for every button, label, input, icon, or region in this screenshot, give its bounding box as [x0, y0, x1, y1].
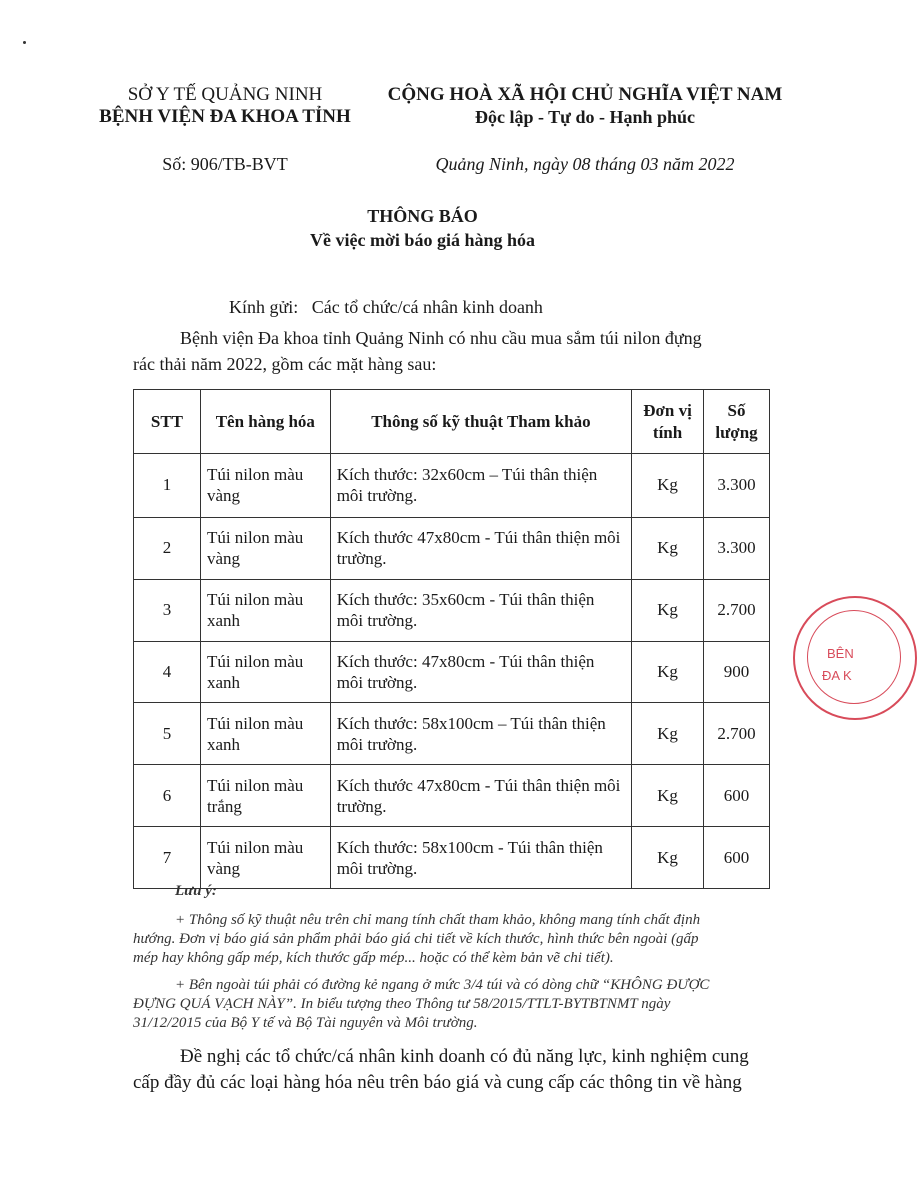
nation-line-2: Độc lập - Tự do - Hạnh phúc — [474, 107, 696, 127]
table-row — [134, 703, 770, 765]
cell-name: Túi nilon màu trắng — [200, 765, 330, 827]
scan-speck — [23, 41, 26, 44]
cell-spec: Kích thước: 47x80cm - Túi thân thiện môi trường. — [330, 641, 631, 703]
note-1-line-1: + Thông số kỹ thuật nêu trên chỉ mang tính chất tham khảo, không mang tính chất định — [175, 912, 701, 928]
cell-spec: Kích thước: 58x100cm - Túi thân thiện môi trường. — [330, 827, 631, 889]
title-main: THÔNG BÁO — [367, 206, 478, 226]
seal-text-2: ĐA K — [822, 668, 852, 683]
note-2-line-3: 31/12/2015 của Bộ Y tế và Bộ Tài nguyên và Môi trường. — [133, 1015, 478, 1031]
national-motto — [365, 84, 805, 128]
note-2-line-2: ĐỰNG QUÁ VẠCH NÀY”. In biểu tượng theo Thông tư 58/2015/TTLT-BYTBTNMT ngày — [133, 996, 671, 1012]
intro-line-1: Bệnh viện Đa khoa tỉnh Quảng Ninh có nhu cầu mua sắm túi nilon đựng — [180, 328, 702, 348]
cell-stt: 5 — [134, 703, 201, 765]
cell-stt: 1 — [134, 454, 201, 518]
nation-line-1: CỘNG HOÀ XÃ HỘI CHỦ NGHĨA VIỆT NAM — [387, 84, 783, 105]
col-header-spec: Thông số kỹ thuật Tham khảo — [330, 390, 631, 454]
goods-table — [133, 389, 770, 889]
intro-line-2: rác thải năm 2022, gồm các mặt hàng sau: — [133, 354, 437, 374]
table-row — [134, 641, 770, 703]
cell-stt: 7 — [134, 827, 201, 889]
cell-stt: 3 — [134, 579, 201, 641]
title-sub: Về việc mời báo giá hàng hóa — [310, 230, 535, 250]
cell-name: Túi nilon màu vàng — [200, 517, 330, 579]
cell-spec: Kích thước: 35x60cm - Túi thân thiện môi trường. — [330, 579, 631, 641]
cell-name: Túi nilon màu xanh — [200, 641, 330, 703]
cell-qty: 600 — [704, 765, 770, 827]
table-row — [134, 517, 770, 579]
cell-unit: Kg — [632, 827, 704, 889]
cell-qty: 600 — [704, 827, 770, 889]
cell-spec: Kích thước: 58x100cm – Túi thân thiện môi trường. — [330, 703, 631, 765]
note-2-line-1: + Bên ngoài túi phải có đường kẻ ngang ở mức 3/4 túi và có dòng chữ “KHÔNG ĐƯỢC — [175, 977, 710, 993]
seal-text-1: BÊN — [827, 646, 854, 661]
seal-inner-ring — [807, 610, 901, 704]
table-row — [134, 579, 770, 641]
org-line-1: SỞ Y TẾ QUẢNG NINH — [127, 84, 323, 105]
document-number: Số: 906/TB-BVT — [162, 154, 288, 174]
cell-unit: Kg — [632, 579, 704, 641]
col-header-qty: Số lượng — [704, 390, 770, 454]
table-row — [134, 765, 770, 827]
cell-qty: 3.300 — [704, 517, 770, 579]
document-title — [0, 204, 845, 252]
col-header-stt: STT — [134, 390, 201, 454]
cell-unit: Kg — [632, 517, 704, 579]
cell-stt: 2 — [134, 517, 201, 579]
col-header-unit: Đơn vị tính — [632, 390, 704, 454]
cell-unit: Kg — [632, 703, 704, 765]
place-date: Quảng Ninh, ngày 08 tháng 03 năm 2022 — [435, 154, 735, 174]
cell-stt: 6 — [134, 765, 201, 827]
cell-stt: 4 — [134, 641, 201, 703]
cell-name: Túi nilon màu vàng — [200, 827, 330, 889]
cell-spec: Kích thước: 32x60cm – Túi thân thiện môi trường. — [330, 454, 631, 518]
cell-unit: Kg — [632, 454, 704, 518]
closing-line-2: cấp đầy đủ các loại hàng hóa nêu trên báo giá và cung cấp các thông tin về hàng — [133, 1072, 742, 1093]
note-1-line-2: hướng. Đơn vị báo giá sản phẩm phải báo giá chi tiết về kích thước, hình thức bên ngoài (gấp — [133, 931, 699, 947]
issuing-organization — [60, 84, 390, 128]
table-header-row — [134, 390, 770, 454]
note-1-line-3: mép hay không gấp mép, kích thước gấp mép... hoặc có thể kèm bản vẽ chi tiết). — [133, 950, 614, 966]
cell-name: Túi nilon màu xanh — [200, 579, 330, 641]
notes-label: Lưu ý: — [175, 883, 217, 899]
cell-spec: Kích thước 47x80cm - Túi thân thiện môi trường. — [330, 517, 631, 579]
cell-spec: Kích thước 47x80cm - Túi thân thiện môi trường. — [330, 765, 631, 827]
closing-line-1: Đề nghị các tổ chức/cá nhân kinh doanh có đủ năng lực, kinh nghiệm cung — [180, 1046, 749, 1067]
cell-name: Túi nilon màu xanh — [200, 703, 330, 765]
cell-unit: Kg — [632, 641, 704, 703]
cell-qty: 2.700 — [704, 703, 770, 765]
cell-unit: Kg — [632, 765, 704, 827]
recipient-line: Kính gửi: Các tổ chức/cá nhân kinh doanh — [229, 297, 543, 317]
red-seal-stamp — [793, 596, 917, 720]
cell-name: Túi nilon màu vàng — [200, 454, 330, 518]
cell-qty: 2.700 — [704, 579, 770, 641]
cell-qty: 3.300 — [704, 454, 770, 518]
table-row — [134, 827, 770, 889]
col-header-name: Tên hàng hóa — [200, 390, 330, 454]
table-row — [134, 454, 770, 518]
org-line-2: BỆNH VIỆN ĐA KHOA TỈNH — [99, 106, 351, 127]
cell-qty: 900 — [704, 641, 770, 703]
